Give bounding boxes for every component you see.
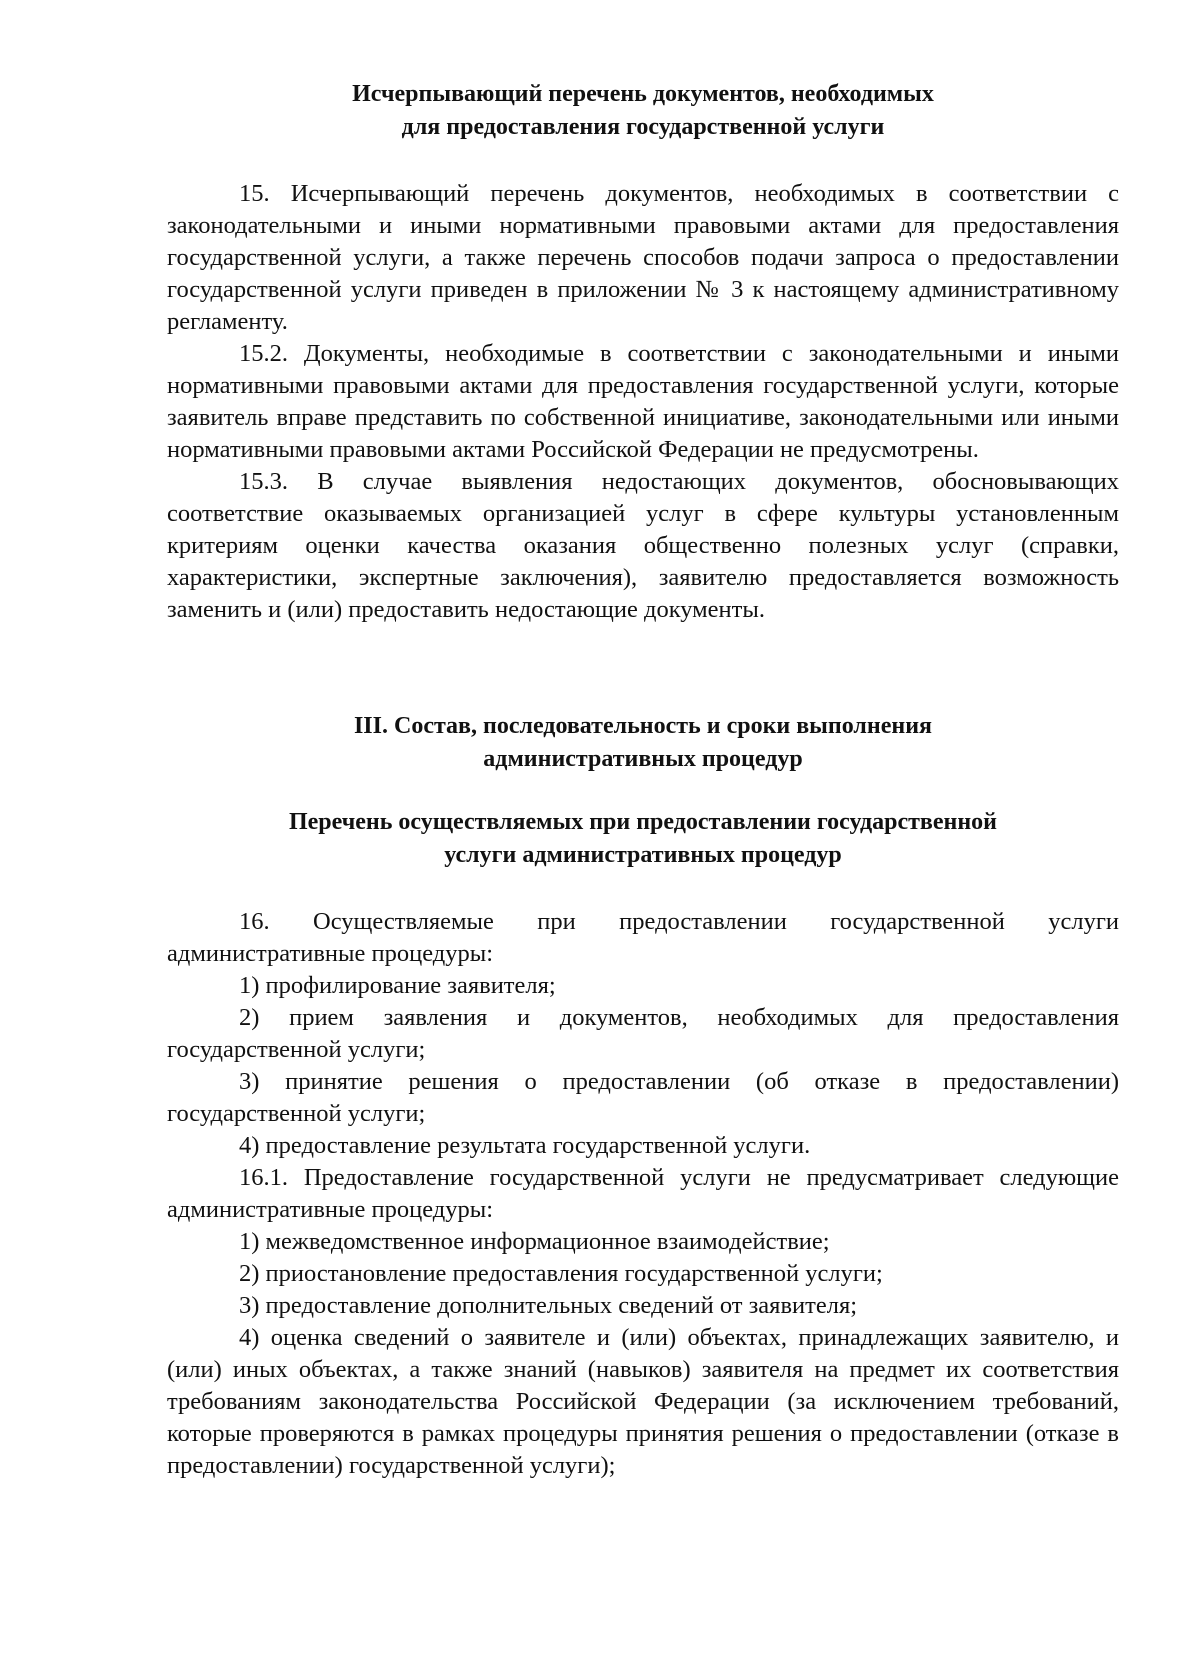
procedures-list-heading [167, 806, 1119, 872]
heading-line: Перечень осуществляемых при предоставлении государственной [288, 809, 998, 835]
list-item: 1) профилирование заявителя; [239, 972, 556, 999]
heading-line: для предоставления государственной услуги [401, 114, 885, 140]
paragraph-16: 16. Осуществляемые при предоставлении государственной услуги административные процедуры: [167, 908, 1119, 967]
paragraph-15: 15. Исчерпывающий перечень документов, необходимых в соответствии с законодательными и иными нормативными правовыми актами для предоставления государственной услуги, а также перечень способов подачи запроса о предоставлении государственной услуги приведен в приложении № 3 к настоящему административному регламенту. [167, 180, 1119, 335]
list-item: 3) предоставление дополнительных сведений от заявителя; [239, 1292, 858, 1319]
document-body [167, 78, 1119, 1482]
list-item: 2) прием заявления и документов, необходимых для предоставления государственной услуги; [167, 1004, 1119, 1063]
heading-line: Исчерпывающий перечень документов, необходимых [352, 81, 934, 107]
section-iii-heading [167, 710, 1119, 776]
heading-line: III. Состав, последовательность и сроки выполнения [353, 713, 933, 739]
list-item: 3) принятие решения о предоставлении (об отказе в предоставлении) государственной услуги; [167, 1068, 1119, 1127]
list-item: 4) оценка сведений о заявителе и (или) объектах, принадлежащих заявителю, и (или) иных объектах, а также знаний (навыков) заявителя на предмет их соответствия требованиям законодательства Российской Федерации (за исключением требований, которые проверяются в рамках процедуры принятия решения о предоставлении (отказе в предоставлении) государственной услуги); [167, 1324, 1119, 1479]
heading-line: административных процедур [483, 746, 803, 772]
paragraph-15-3: 15.3. В случае выявления недостающих документов, обосновывающих соответствие оказываемых организацией услуг в сфере культуры установленным критериям оценки качества оказания общественно полезных услуг (справки, характеристики, экспертные заключения), заявителю предоставляется возможность заменить и (или) предоставить недостающие документы. [167, 468, 1119, 623]
list-item: 2) приостановление предоставления государственной услуги; [239, 1260, 883, 1287]
section-documents-heading [167, 78, 1119, 144]
list-item: 1) межведомственное информационное взаимодействие; [239, 1228, 830, 1255]
heading-line: услуги административных процедур [444, 842, 842, 868]
paragraph-16-1: 16.1. Предоставление государственной услуги не предусматривает следующие административные процедуры: [167, 1164, 1119, 1223]
paragraph-15-2: 15.2. Документы, необходимые в соответствии с законодательными и иными нормативными правовыми актами для предоставления государственной услуги, которые заявитель вправе представить по собственной инициативе, законодательными или иными нормативными правовыми актами Российской Федерации не предусмотрены. [167, 340, 1119, 463]
list-item: 4) предоставление результата государственной услуги. [239, 1132, 811, 1159]
